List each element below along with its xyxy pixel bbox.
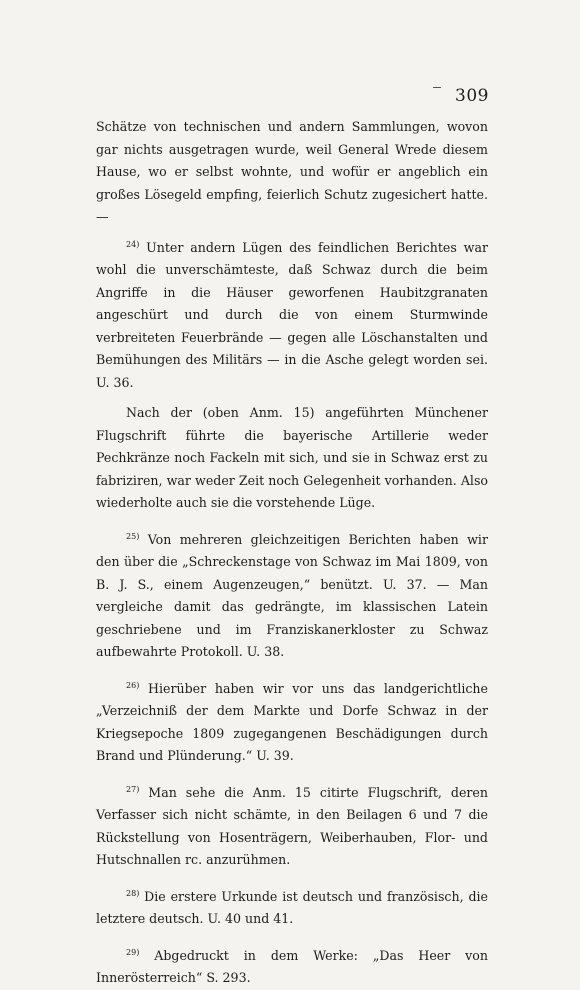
footnote-28 [96, 886, 488, 931]
footnote-marker: 28) [126, 888, 140, 898]
page-number: 309 [455, 86, 489, 106]
paragraph-flugschrift [96, 402, 488, 515]
footnote-text: Man sehe die Anm. 15 citirte Flugschrift, deren Verfasser sich nicht schämte, in den Beilagen 6 und 7 die Rückstellung von Hosenträgern, Weiberhauben, Flor- und Hutschnallen rc. anzurühmen. [96, 784, 488, 867]
footnote-text: Hierüber haben wir vor uns das landgerichtliche „Verzeichniß der dem Markte und Dorfe Schwaz in der Kriegsepoche 1809 zugegangenen Beschädigungen durch Brand und Plünderung.“ U. 39. [96, 680, 488, 763]
footnote-25 [96, 529, 488, 664]
header-rule [433, 87, 441, 88]
paragraph-text: Schätze von technischen und andern Sammlungen, wovon gar nichts ausgetragen wurde, weil General Wrede diesem Hause, wo er selbst wohnte, und wofür er angeblich ein großes Lösegeld empfing, feierlich Schutz zugesichert hatte. — [96, 119, 488, 224]
page-body [96, 116, 488, 990]
footnote-text: Die erstere Urkunde ist deutsch und französisch, die letztere deutsch. U. 40 und 41. [96, 888, 488, 926]
footnote-26 [96, 678, 488, 768]
footnote-27 [96, 782, 488, 872]
footnote-text: Von mehreren gleichzeitigen Berichten haben wir den über die „Schreckenstage von Schwaz im Mai 1809, von B. J. S., einem Augenzeugen,“ benützt. U. 37. — Man vergleiche damit das gedrängte, im klassischen Latein geschriebene und im Franziskanerkloster zu Schwaz aufbewahrte Protokoll. U. 38. [96, 531, 488, 659]
footnote-marker: 26) [126, 680, 140, 690]
paragraph-text: Nach der (oben Anm. 15) angeführten Münchener Flugschrift führte die bayerische Artillerie weder Pechkränze noch Fackeln mit sich, und sie in Schwaz erst zu fabriziren, war weder Zeit noch Gelegenheit vorhanden. Also wiederholte auch sie die vorstehende Lüge. [96, 405, 488, 510]
footnote-marker: 24) [126, 239, 140, 249]
footnote-marker: 25) [126, 531, 140, 541]
footnote-marker: 29) [126, 947, 140, 957]
paragraph-continuation [96, 116, 488, 229]
footnote-text: Unter andern Lügen des feindlichen Berichtes war wohl die unverschämteste, daß Schwaz durch die beim Angriffe in die Häuser geworfenen Haubitzgranaten angeschürt und durch die von einem Sturmwinde verbreiteten Feuerbrände — gegen alle Löschanstalten und Bemühungen des Militärs — in die Asche gelegt worden sei. U. 36. [96, 239, 488, 390]
footnote-text: Abgedruckt in dem Werke: „Das Heer von Innerösterreich“ S. 293. [96, 947, 488, 985]
footnote-24 [96, 237, 488, 395]
footnote-marker: 27) [126, 784, 140, 794]
footnote-29 [96, 945, 488, 990]
